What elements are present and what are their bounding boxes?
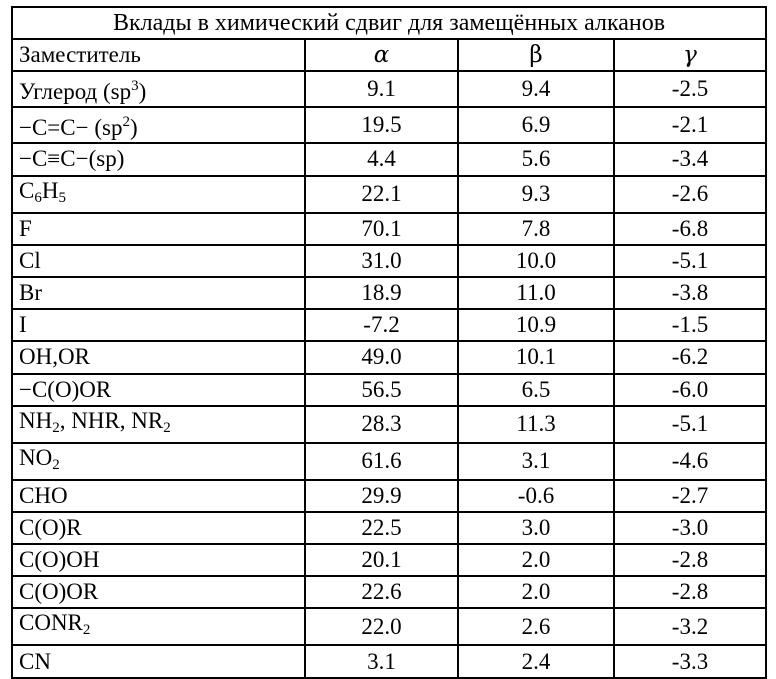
substituent-cell [12,443,305,480]
beta-value-cell: -0.6 [458,480,614,512]
table-row [12,544,766,576]
substituent-text: −C≡C−(sp) [19,146,125,172]
substituent-text: C(O)OH [19,547,100,573]
substituent-text: OH,OR [19,344,90,370]
alpha-value-cell: 22.0 [305,608,458,645]
beta-value-cell: 9.3 [458,176,614,213]
superscript: 3 [131,78,139,95]
substituent-cell [12,107,305,143]
alpha-value-cell: 3.1 [305,645,458,677]
header-alpha: α [305,39,458,71]
document-sheet [11,6,765,674]
gamma-value-cell: -3.2 [614,608,766,645]
table-row [12,576,766,608]
substituent-text: CHO [19,482,68,508]
beta-value-cell: 2.6 [458,608,614,645]
substituent-text: ) [138,79,147,105]
subscript: 6 [34,189,42,206]
gamma-value-cell: -2.8 [614,576,766,608]
table-title: Вклады в химический сдвиг для замещённых алканов [12,7,766,39]
substituent-text: CONR [19,610,83,636]
table-row [12,277,766,309]
table-row [12,443,766,480]
substituent-cell [12,608,305,645]
substituent-text: C(O)R [19,514,82,540]
alpha-value-cell: 61.6 [305,443,458,480]
alpha-value-cell: 31.0 [305,245,458,277]
table-row [12,645,766,677]
table-row [12,512,766,544]
beta-value-cell: 3.0 [458,512,614,544]
substituent-cell [12,245,305,277]
alpha-value-cell: 49.0 [305,341,458,373]
table-row [12,213,766,245]
beta-value-cell: 2.0 [458,544,614,576]
table-body [12,71,766,677]
subscript: 2 [52,456,60,473]
gamma-value-cell: -6.2 [614,341,766,373]
alpha-value-cell: 22.6 [305,576,458,608]
substituent-cell [12,71,305,107]
gamma-value-cell: -1.5 [614,309,766,341]
table-row [12,143,766,175]
substituent-text: Br [19,280,42,306]
header-substituent: Заместитель [12,39,305,71]
substituent-text: F [19,215,32,241]
substituent-text: CN [19,648,51,674]
beta-value-cell: 5.6 [458,143,614,175]
superscript: 2 [122,114,130,131]
table-row [12,309,766,341]
alpha-value-cell: 56.5 [305,374,458,406]
gamma-value-cell: -2.7 [614,480,766,512]
alpha-value-cell: -7.2 [305,309,458,341]
table-row [12,245,766,277]
gamma-value-cell: -2.8 [614,544,766,576]
beta-value-cell: 7.8 [458,213,614,245]
beta-value-cell: 6.9 [458,107,614,143]
table-row [12,406,766,443]
table-row [12,374,766,406]
alpha-value-cell: 29.9 [305,480,458,512]
table-header-row [12,39,766,71]
beta-value-cell: 2.4 [458,645,614,677]
substituent-cell [12,341,305,373]
alpha-value-cell: 70.1 [305,213,458,245]
substituent-text: NH [19,407,53,433]
gamma-value-cell: -5.1 [614,245,766,277]
alpha-value-cell: 9.1 [305,71,458,107]
substituent-cell [12,213,305,245]
substituent-text: H [41,177,59,203]
alpha-value-cell: 19.5 [305,107,458,143]
beta-value-cell: 11.3 [458,406,614,443]
substituent-cell [12,143,305,175]
subscript: 2 [52,419,60,436]
substituent-cell [12,406,305,443]
substituent-text: , NHR, NR [59,407,164,433]
substituent-cell [12,645,305,677]
substituent-cell [12,176,305,213]
gamma-value-cell: -6.0 [614,374,766,406]
substituent-text: −C(O)OR [19,376,112,402]
alpha-value-cell: 22.5 [305,512,458,544]
beta-value-cell: 10.9 [458,309,614,341]
substituent-text: C(O)OR [19,579,99,605]
substituent-text: Углерод (sp [19,79,132,105]
substituent-cell [12,309,305,341]
substituent-cell [12,480,305,512]
substituent-cell [12,374,305,406]
alpha-value-cell: 28.3 [305,406,458,443]
substituent-text: −C=C− (sp [19,115,123,141]
gamma-value-cell: -3.3 [614,645,766,677]
subscript: 2 [82,622,91,639]
substituent-cell [12,512,305,544]
header-beta: β [458,39,614,71]
beta-value-cell: 3.1 [458,443,614,480]
table-row [12,176,766,213]
gamma-value-cell: -2.1 [614,107,766,143]
beta-value-cell: 10.0 [458,245,614,277]
alpha-value-cell: 20.1 [305,544,458,576]
beta-value-cell: 6.5 [458,374,614,406]
substituent-text: Cl [19,247,41,273]
alpha-value-cell: 4.4 [305,143,458,175]
subscript: 2 [163,419,171,436]
gamma-value-cell: -6.8 [614,213,766,245]
gamma-value-cell: -5.1 [614,406,766,443]
header-gamma: γ [614,39,766,71]
gamma-value-cell: -3.8 [614,277,766,309]
table-row [12,107,766,143]
gamma-value-cell: -2.5 [614,71,766,107]
table-row [12,71,766,107]
beta-value-cell: 10.1 [458,341,614,373]
substituent-text: C [19,177,35,203]
alpha-value-cell: 22.1 [305,176,458,213]
table-title-row [12,7,766,39]
substituent-cell [12,277,305,309]
substituent-cell [12,544,305,576]
beta-value-cell: 11.0 [458,277,614,309]
gamma-value-cell: -4.6 [614,443,766,480]
chemical-shift-table [11,6,767,679]
substituent-cell [12,576,305,608]
substituent-text: NO [19,444,53,470]
gamma-value-cell: -3.0 [614,512,766,544]
table-row [12,341,766,373]
substituent-text: ) [129,115,138,141]
beta-value-cell: 2.0 [458,576,614,608]
substituent-text: I [19,312,27,338]
alpha-value-cell: 18.9 [305,277,458,309]
table-row [12,480,766,512]
beta-value-cell: 9.4 [458,71,614,107]
gamma-value-cell: -3.4 [614,143,766,175]
subscript: 5 [58,189,66,206]
table-row [12,608,766,645]
gamma-value-cell: -2.6 [614,176,766,213]
